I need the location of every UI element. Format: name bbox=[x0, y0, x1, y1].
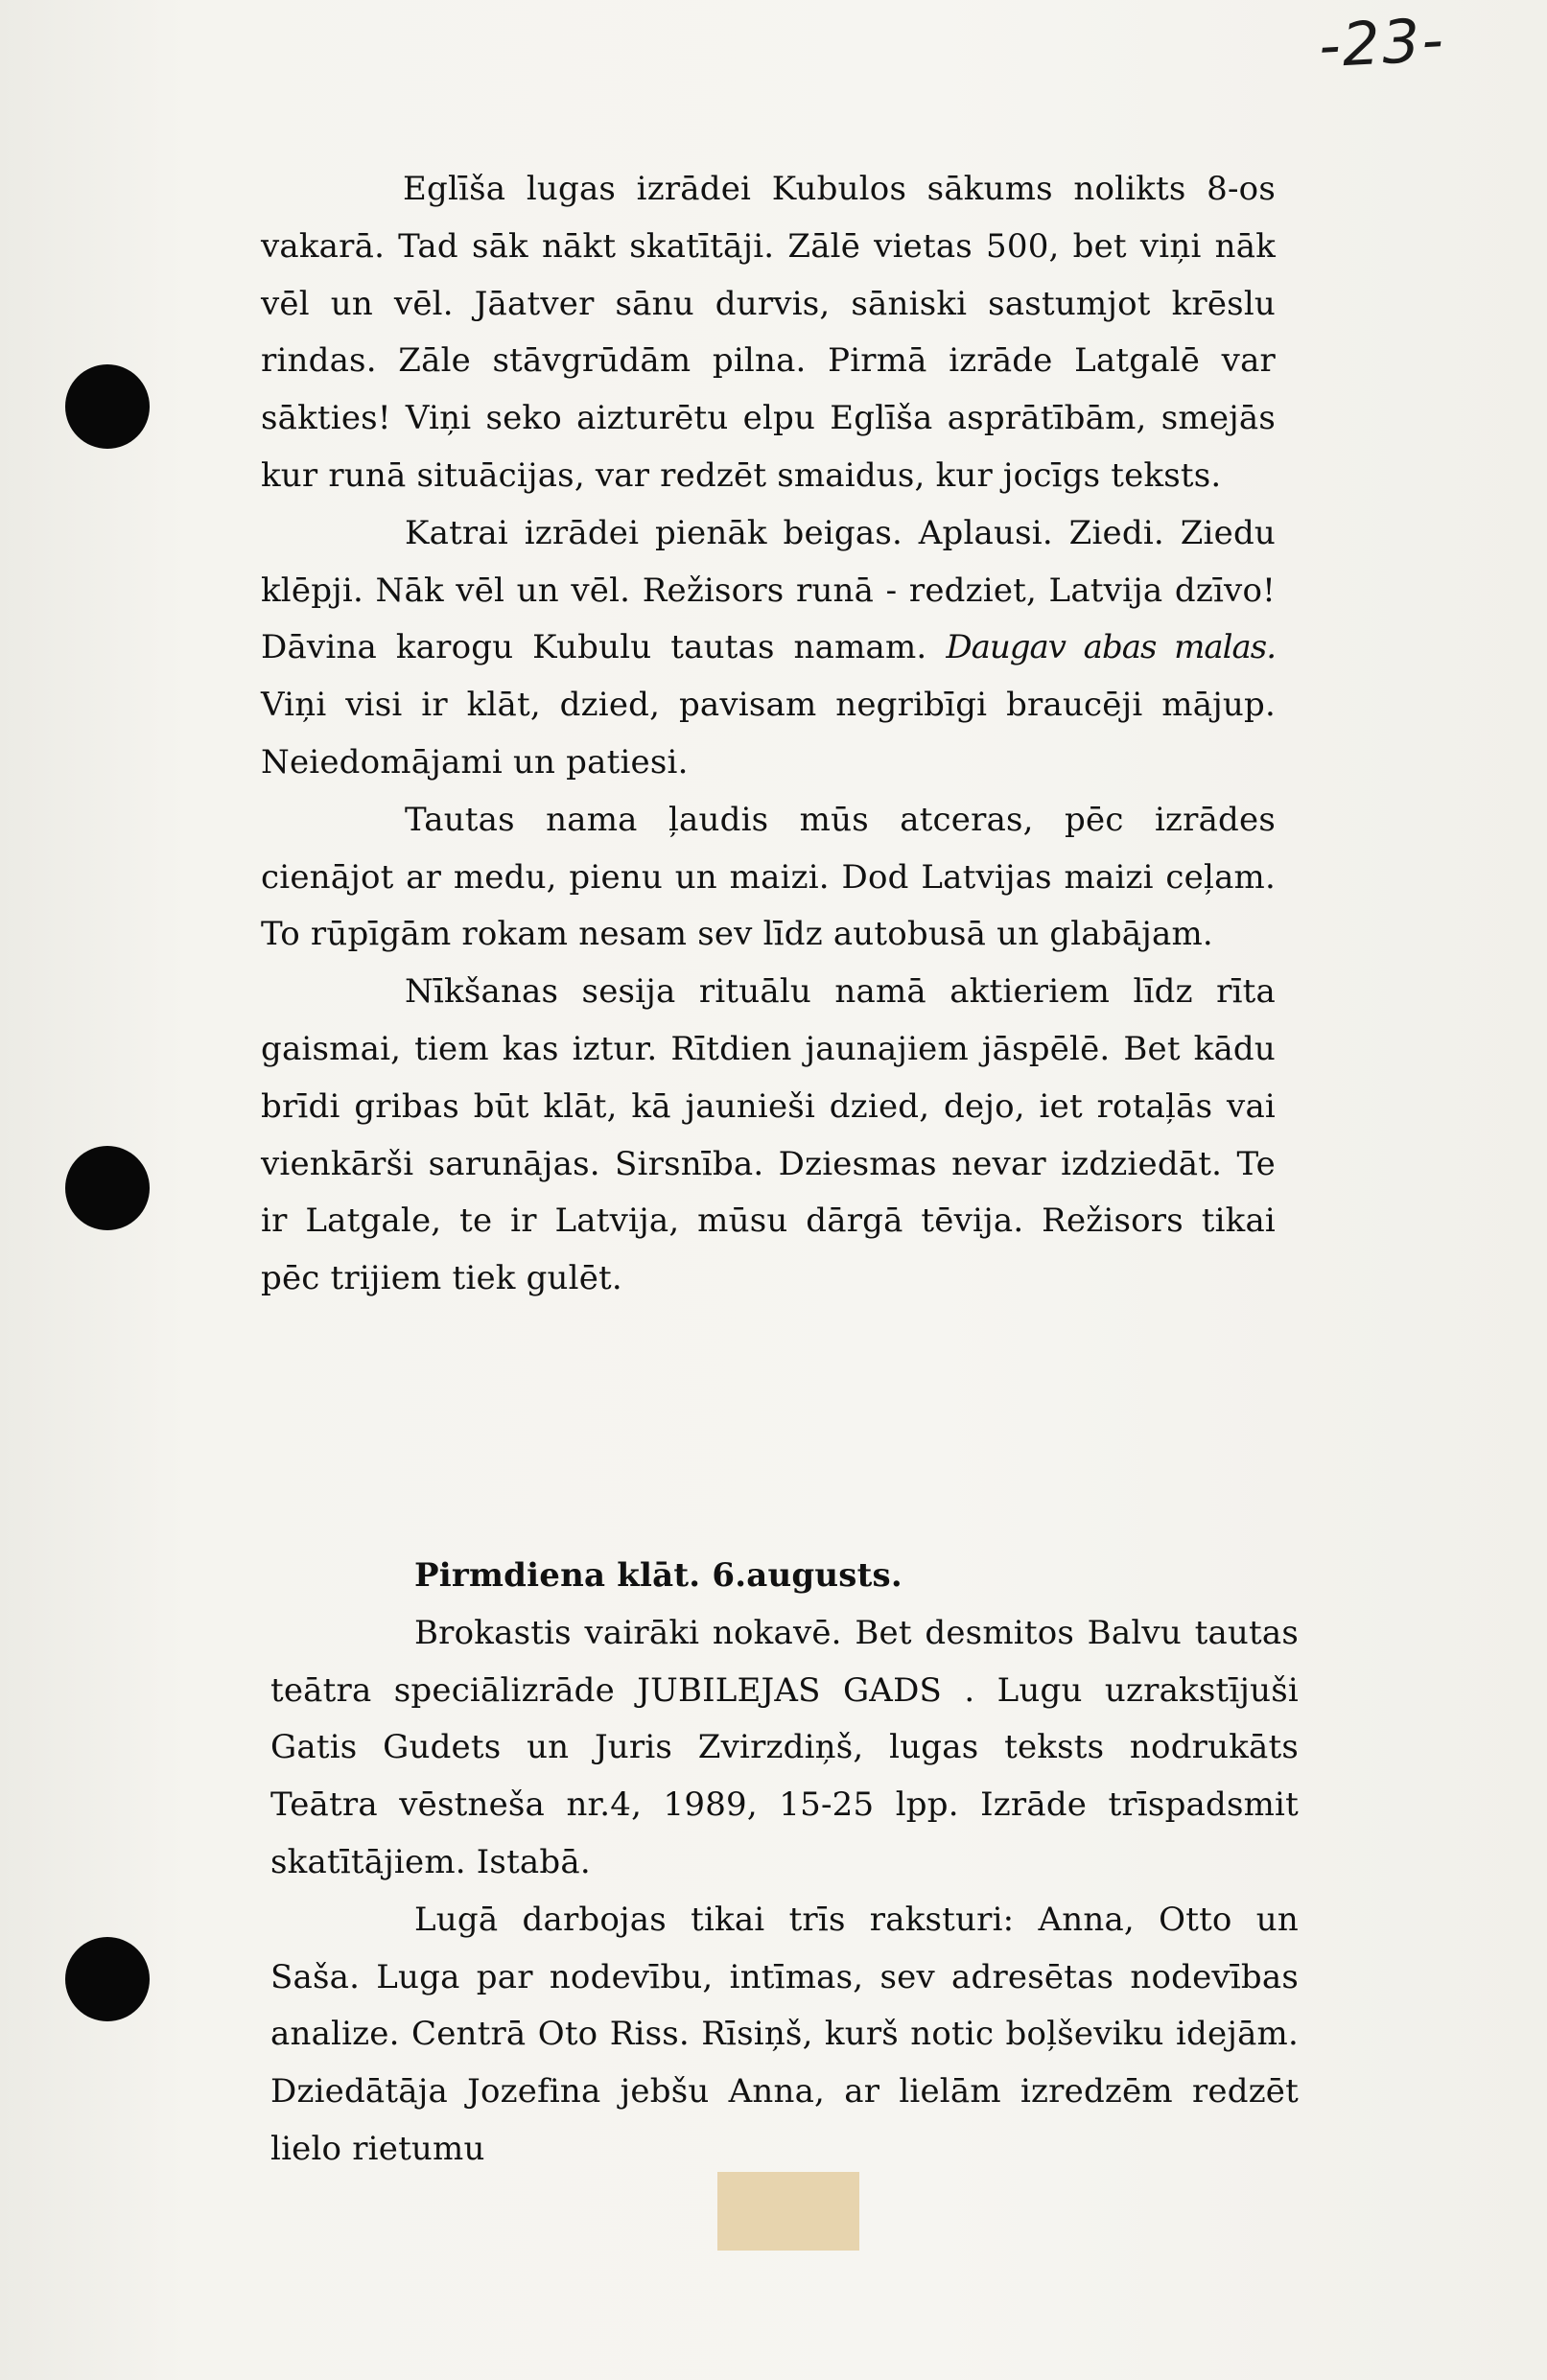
punch-hole bbox=[65, 364, 150, 449]
section-heading: Pirmdiena klāt. 6.augusts. bbox=[414, 1556, 902, 1595]
body-text-top bbox=[261, 161, 1276, 1308]
paragraph-text: Katrai izrādei pienāk beigas. Aplausi. Ziedi. Ziedu klēpji. Nāk vēl un vēl. Režisors runā - redziet, Latvija dzīvo! Dāvina karogu Kubulu tautas namam. bbox=[261, 513, 1276, 667]
paragraph: Nīkšanas sesija rituālu namā aktieriem līdz rīta gaismai, tiem kas iztur. Rītdien jaunajiem jāspēlē. Bet kādu brīdi gribas būt klāt, kā jaunieši dzied, dejo, iet rotaļās vai vienkārši sarunājas. Sirsnība. Dziesmas nevar izdziedāt. Te ir Latgale, te ir Latvija, mūsu dārgā tēvija. Režisors tikai pēc trijiem tiek gulēt. bbox=[261, 972, 1276, 1298]
punch-hole bbox=[65, 1937, 150, 2021]
tape-mark bbox=[717, 2172, 859, 2251]
body-text-bottom bbox=[270, 1548, 1299, 2179]
paragraph bbox=[261, 505, 1276, 792]
paragraph: Tautas nama ļaudis mūs atceras, pēc izrādes cienājot ar medu, pienu un maizi. Dod Latvijas maizi ceļam. To rūpīgām rokam nesam sev līdz autobusā un glabājam. bbox=[261, 800, 1276, 954]
song-title: Daugav abas malas. bbox=[946, 628, 1277, 667]
paragraph: Lugā darbojas tikai trīs raksturi: Anna, Otto un Saša. Luga par nodevību, intīmas, sev adresētas nodevības analize. Centrā Oto Riss. Rīsiņš, kurš notic boļševiku idejām. Dziedātāja Jozefina jebšu Anna, ar lielām izredzēm redzēt lielo rietumu bbox=[270, 1900, 1299, 2168]
paragraph: Brokastis vairāki nokavē. Bet desmitos Balvu tautas teātra speciālizrāde JUBILEJAS GADS . Lugu uzrakstījuši Gatis Gudets un Juris Zvirzdiņš, lugas teksts nodrukāts Teātra vēstneša nr.4, 1989, 15-25 lpp. Izrāde trīspadsmit skatītājiem. Istabā. bbox=[270, 1613, 1299, 1881]
page-number: -23- bbox=[1317, 4, 1447, 82]
punch-hole bbox=[65, 1146, 150, 1230]
paragraph-text: Viņi visi ir klāt, dzied, pavisam negribīgi braucēji mājup. Neiedomājami un patiesi. bbox=[261, 686, 1276, 782]
paragraph: Eglīša lugas izrādei Kubulos sākums nolikts 8-os vakarā. Tad sāk nākt skatītāji. Zālē vietas 500, bet viņi nāk vēl un vēl. Jāatver sānu durvis, sāniski sastumjot krēslu rindas. Zāle stāvgrūdām pilna. Pirmā izrāde Latgalē var sākties! Viņi seko aizturētu elpu Eglīša asprātībām, smejās kur runā situācijas, var redzēt smaidus, kur jocīgs teksts. bbox=[261, 170, 1276, 495]
